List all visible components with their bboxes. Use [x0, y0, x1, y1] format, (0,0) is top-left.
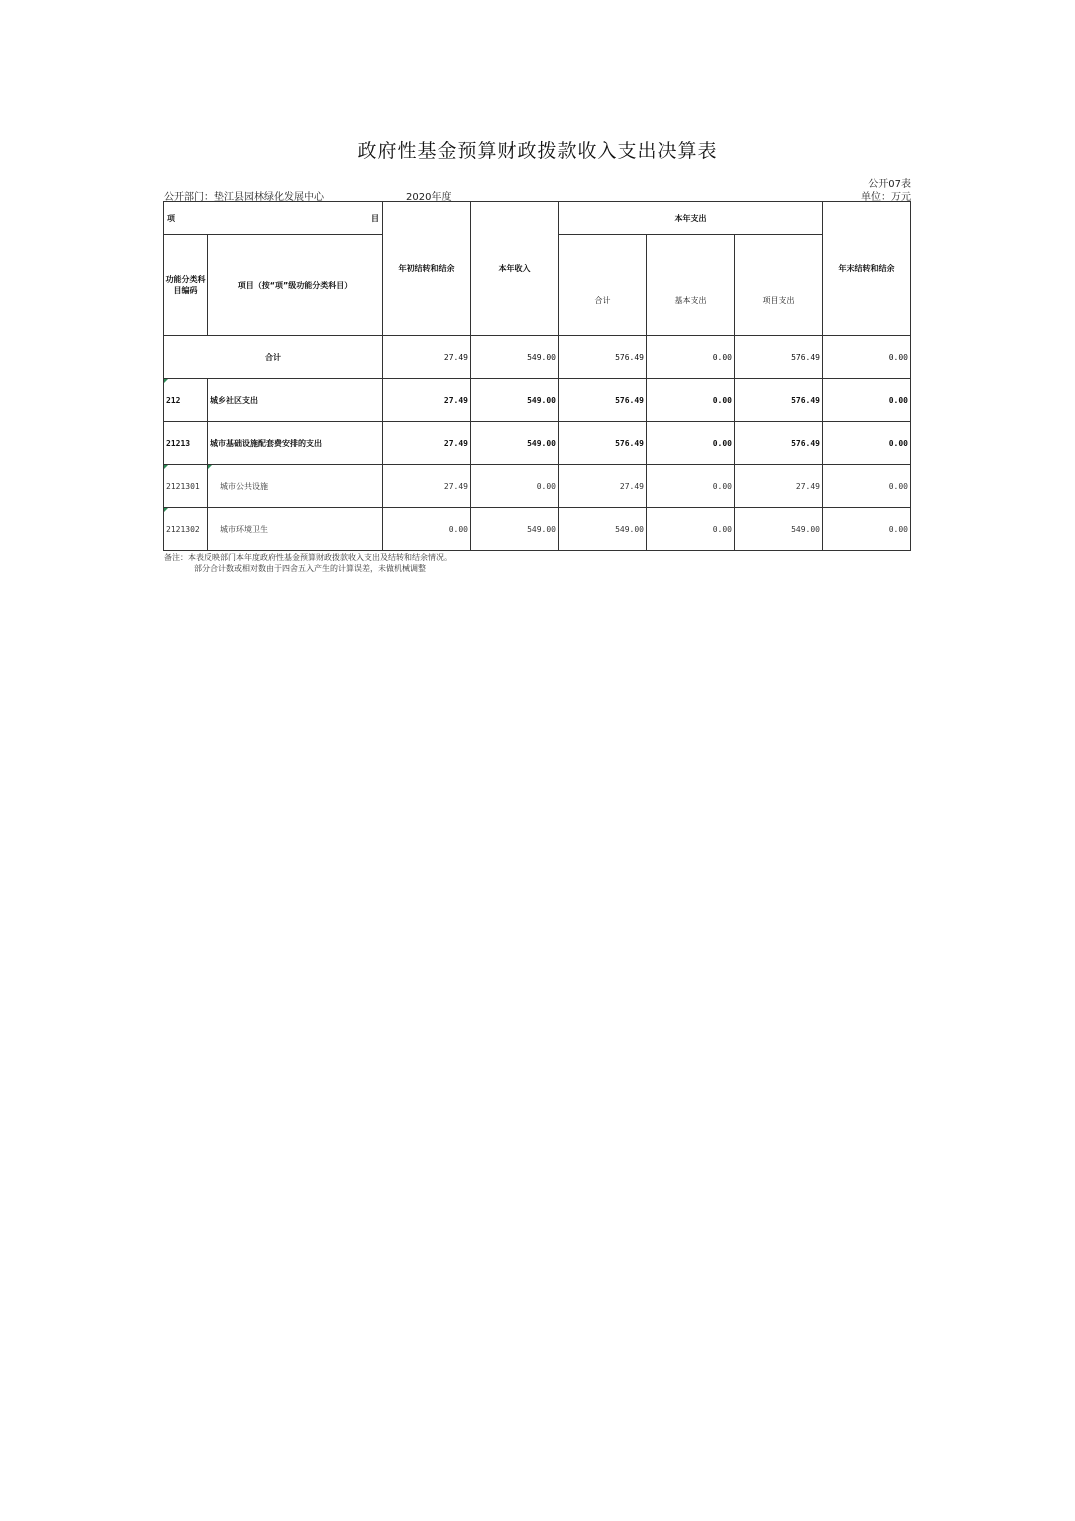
year-label: 2020年度: [406, 192, 452, 203]
total-expense-total: 576.49: [559, 336, 647, 379]
header-expense-total: 合计: [559, 235, 647, 336]
row-expense-basic: 0.00: [647, 422, 735, 465]
row-expense-total: 576.49: [559, 379, 647, 422]
header-xiangmu: [164, 202, 383, 235]
budget-table: [163, 201, 911, 551]
row-name: 城乡社区支出: [208, 379, 383, 422]
total-row: [164, 336, 911, 379]
total-expense-project: 576.49: [735, 336, 823, 379]
header-code: 功能分类科目编码: [164, 235, 208, 336]
row-expense-basic: 0.00: [647, 465, 735, 508]
row-name: 城市公共设施: [208, 465, 383, 508]
row-expense-project: 27.49: [735, 465, 823, 508]
row-closing: 0.00: [823, 379, 911, 422]
department-label: 公开部门：垫江县园林绿化发展中心: [164, 192, 324, 203]
row-code: 212: [164, 379, 208, 422]
row-expense-project: 576.49: [735, 379, 823, 422]
header-closing: 年末结转和结余: [823, 202, 911, 336]
total-expense-basic: 0.00: [647, 336, 735, 379]
row-closing: 0.00: [823, 508, 911, 551]
row-name: 城市环境卫生: [208, 508, 383, 551]
row-opening: 27.49: [383, 379, 471, 422]
row-closing: 0.00: [823, 465, 911, 508]
row-expense-total: 549.00: [559, 508, 647, 551]
row-code: 2121302: [164, 508, 208, 551]
row-opening: 0.00: [383, 508, 471, 551]
row-income: 0.00: [471, 465, 559, 508]
row-income: 549.00: [471, 379, 559, 422]
header-income: 本年收入: [471, 202, 559, 336]
header-opening: 年初结转和结余: [383, 202, 471, 336]
header-expense-group: 本年支出: [559, 202, 823, 235]
table-row: [164, 465, 911, 508]
table-row: [164, 379, 911, 422]
header-expense-basic: 基本支出: [647, 235, 735, 336]
header-xiang: 项: [167, 213, 175, 223]
header-mu: 目: [371, 213, 379, 223]
note-line-2: 部分合计数或相对数由于四舍五入产生的计算误差，未做机械调整: [194, 564, 426, 573]
total-label: 合计: [164, 336, 383, 379]
row-income: 549.00: [471, 422, 559, 465]
row-opening: 27.49: [383, 422, 471, 465]
header-name: 项目（按“项”级功能分类科目）: [208, 235, 383, 336]
table-notes: [164, 552, 452, 574]
unit-label: 单位：万元: [861, 192, 911, 203]
row-code: 21213: [164, 422, 208, 465]
row-expense-basic: 0.00: [647, 379, 735, 422]
row-code: 2121301: [164, 465, 208, 508]
row-name: 城市基础设施配套费安排的支出: [208, 422, 383, 465]
row-expense-total: 27.49: [559, 465, 647, 508]
total-opening: 27.49: [383, 336, 471, 379]
total-income: 549.00: [471, 336, 559, 379]
note-line-1: 备注：本表反映部门本年度政府性基金预算财政拨款收入支出及结转和结余情况。: [164, 553, 452, 562]
row-expense-project: 576.49: [735, 422, 823, 465]
table-row: [164, 422, 911, 465]
row-expense-project: 549.00: [735, 508, 823, 551]
row-income: 549.00: [471, 508, 559, 551]
total-closing: 0.00: [823, 336, 911, 379]
row-opening: 27.49: [383, 465, 471, 508]
row-expense-basic: 0.00: [647, 508, 735, 551]
page-title: 政府性基金预算财政拨款收入支出决算表: [357, 140, 718, 162]
header-row-1: [164, 202, 911, 235]
row-expense-total: 576.49: [559, 422, 647, 465]
table-number: 公开07表: [868, 179, 911, 190]
header-expense-project: 项目支出: [735, 235, 823, 336]
row-closing: 0.00: [823, 422, 911, 465]
table-row: [164, 508, 911, 551]
